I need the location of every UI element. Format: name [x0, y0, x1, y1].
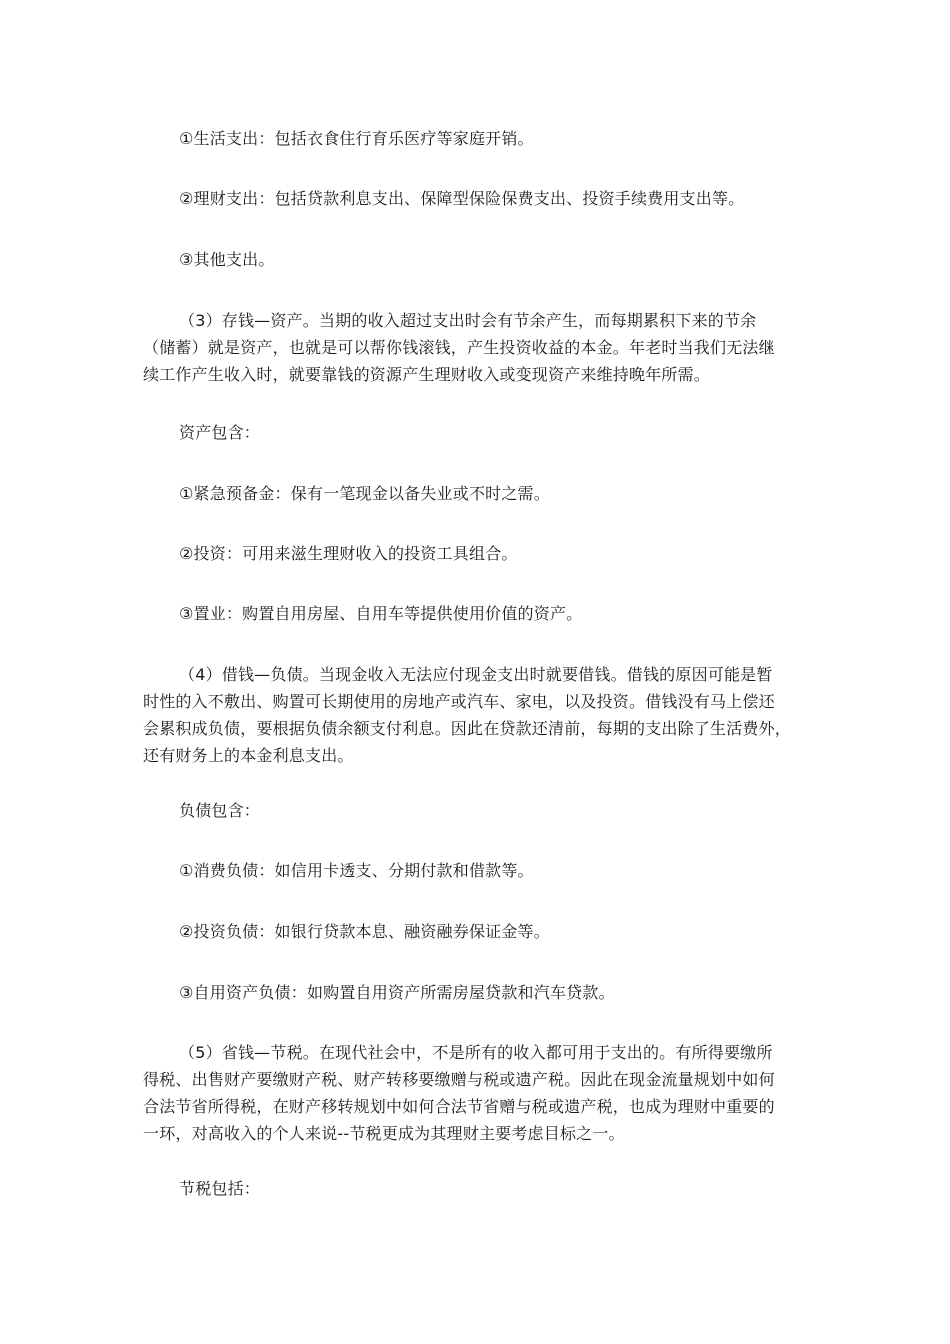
finance-expense-item: ②理财支出：包括贷款利息支出、保障型保险保费支出、投资手续费用支出等。 [179, 189, 745, 208]
savings-assets-paragraph [143, 307, 808, 388]
borrowing-liabilities-paragraph [143, 661, 808, 769]
tax-saving-paragraph [143, 1039, 808, 1147]
emergency-fund-item: ①紧急预备金：保有一笔现金以备失业或不时之需。 [179, 484, 550, 503]
paragraph-line: 还有财务上的本金利息支出。 [143, 746, 354, 765]
paragraph-line: 一环，对高收入的个人来说--节税更成为其理财主要考虑目标之一。 [143, 1124, 625, 1143]
investment-debt-item: ②投资负债：如银行贷款本息、融资融券保证金等。 [179, 922, 550, 941]
other-expense-item: ③其他支出。 [179, 250, 275, 269]
paragraph-line: （4）借钱—负债。当现金收入无法应付现金支出时就要借钱。借钱的原因可能是暂 [179, 665, 773, 684]
assets-heading: 资产包含： [179, 423, 261, 442]
paragraph-line: 续工作产生收入时，就要靠钱的资源产生理财收入或变现资产来维持晚年所需。 [143, 365, 711, 384]
investment-item: ②投资：可用来滋生理财收入的投资工具组合。 [179, 544, 518, 563]
self-use-asset-debt-item: ③自用资产负债：如购置自用资产所需房屋贷款和汽车贷款。 [179, 983, 615, 1002]
living-expense-item: ①生活支出：包括衣食住行育乐医疗等家庭开销。 [179, 129, 534, 148]
paragraph-line: 得税、出售财产要缴财产税、财产转移要缴赠与税或遗产税。因此在现金流量规划中如何 [143, 1070, 775, 1089]
paragraph-line: （3）存钱—资产。当期的收入超过支出时会有节余产生，而每期累积下来的节余 [179, 311, 757, 330]
tax-saving-heading: 节税包括： [179, 1179, 261, 1198]
paragraph-line: （储蓄）就是资产，也就是可以帮你钱滚钱，产生投资收益的本金。年老时当我们无法继 [143, 338, 775, 357]
liabilities-heading: 负债包含： [179, 801, 261, 820]
paragraph-line: 合法节省所得税，在财产移转规划中如何合法节省赠与税或遗产税，也成为理财中重要的 [143, 1097, 775, 1116]
consumer-debt-item: ①消费负债：如信用卡透支、分期付款和借款等。 [179, 861, 534, 880]
paragraph-line: 时性的入不敷出、购置可长期使用的房地产或汽车、家电，以及投资。借钱没有马上偿还 [143, 692, 775, 711]
paragraph-line: （5）省钱—节税。在现代社会中，不是所有的收入都可用于支出的。有所得要缴所 [179, 1043, 773, 1062]
property-item: ③置业：购置自用房屋、自用车等提供使用价值的资产。 [179, 604, 583, 623]
paragraph-line: 会累积成负债，要根据负债余额支付利息。因此在贷款还清前，每期的支出除了生活费外， [143, 719, 792, 738]
